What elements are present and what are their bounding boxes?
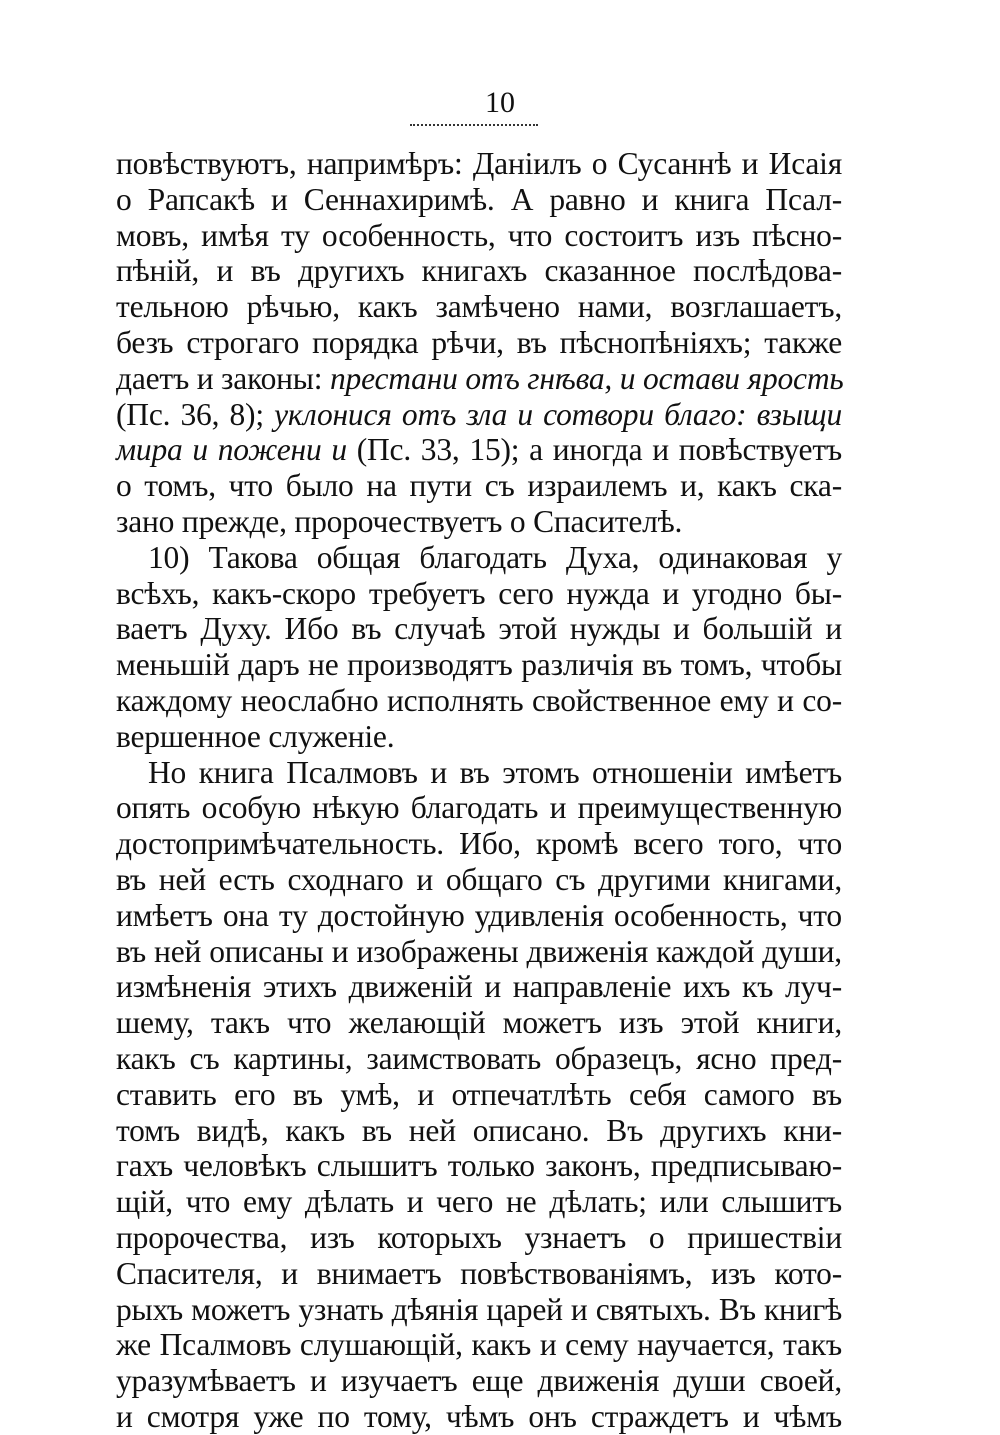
page-header	[0, 88, 1000, 118]
text-line	[116, 432, 842, 468]
text-line	[116, 1220, 842, 1256]
text-segment: шему, такъ что желающій можетъ изъ этой книги,	[116, 1005, 842, 1041]
text-segment: пѣній, и въ другихъ книгахъ сказанное послѣдова-	[116, 253, 842, 289]
text-line	[116, 611, 842, 647]
text-segment: Спасителя, и внимаетъ повѣствованіямъ, изъ кото-	[116, 1255, 842, 1291]
text-line	[116, 1292, 842, 1328]
text-segment: гахъ человѣкъ слышитъ только законъ, предписываю-	[116, 1148, 842, 1184]
text-line	[116, 755, 842, 791]
text-segment: рыхъ можетъ узнать дѣянія царей и святыхъ. Въ книгѣ	[116, 1291, 842, 1327]
page-number: 10	[485, 86, 515, 119]
text-segment: повѣствуютъ, напримѣръ: Даніилъ о Сусаннѣ и Исаія	[116, 146, 842, 181]
text-segment: мовъ, имѣя ту особенность, что состоитъ изъ пѣсно-	[116, 217, 842, 253]
text-segment: всѣхъ, какъ-скоро требуетъ сего нужда и угодно бы-	[116, 575, 842, 611]
text-segment: въ ней есть сходнаго и общаго съ другими книгами,	[116, 861, 842, 897]
text-line	[116, 969, 842, 1005]
text-segment: въ ней описаны и изображены движенія каждой души,	[116, 933, 842, 969]
text-segment: какъ съ картины, заимствовать образецъ, ясно пред-	[116, 1040, 842, 1076]
text-segment: даетъ и законы:	[116, 360, 330, 396]
text-segment: опять особую нѣкую благодать и преимущественную	[116, 790, 842, 826]
text-segment: и смотря уже по тому, чѣмъ онъ страждетъ и чѣмъ	[116, 1398, 842, 1434]
text-line	[116, 1113, 842, 1149]
text-line	[116, 862, 842, 898]
text-segment: измѣненія этихъ движеній и направленіе ихъ къ луч-	[116, 969, 842, 1005]
text-segment: о томъ, что было на пути съ израилемъ и, какъ ска-	[116, 468, 842, 504]
text-line	[116, 1077, 842, 1113]
text-segment: безъ строгаго порядка рѣчи, въ пѣснопѣніяхъ; также	[116, 324, 842, 360]
body-text	[116, 146, 842, 1435]
text-segment: имѣетъ она ту достойную удивленія особенность, что	[116, 897, 842, 933]
text-line	[116, 1327, 842, 1363]
text-segment: томъ видѣ, какъ въ ней описано. Въ другихъ кни-	[116, 1112, 842, 1148]
text-line	[116, 289, 842, 325]
text-segment: зано прежде, пророчествуетъ о Спасителѣ.	[116, 503, 683, 539]
text-segment: ваетъ Духу. Ибо въ случаѣ этой нужды и большій и	[116, 611, 842, 647]
text-line	[116, 647, 842, 683]
text-line	[116, 253, 842, 289]
text-line	[116, 361, 842, 397]
text-line	[116, 540, 842, 576]
text-segment: достопримѣчательность. Ибо, кромѣ всего того, что	[116, 826, 842, 862]
italic-quote: престани отъ гнѣва, и остави ярость	[329, 360, 844, 396]
text-line	[116, 898, 842, 934]
text-segment: меньшій даръ не производятъ различія въ томъ, чтобы	[116, 647, 842, 683]
text-line	[116, 504, 842, 540]
text-line	[116, 719, 842, 755]
text-line	[116, 1005, 842, 1041]
text-line	[116, 576, 842, 612]
text-segment: пророчества, изъ которыхъ узнаетъ о пришествіи	[116, 1219, 842, 1255]
text-segment: щій, что ему дѣлать и чего не дѣлать; или слышитъ	[116, 1184, 842, 1220]
text-line	[116, 397, 842, 433]
text-line	[116, 790, 842, 826]
text-segment: тельною рѣчью, какъ замѣчено нами, возглашаетъ,	[116, 289, 842, 325]
text-line	[116, 1363, 842, 1399]
italic-quote: уклонися отъ зла и сотвори благо: взыщи	[274, 396, 842, 432]
text-segment: (Пс. 36, 8);	[116, 396, 275, 432]
italic-quote: мира и пожени и	[116, 432, 347, 468]
text-line	[116, 325, 842, 361]
text-line	[116, 826, 842, 862]
text-segment: ставить его въ умѣ, и отпечатлѣть себя самого въ	[116, 1076, 842, 1112]
text-segment: уразумѣваетъ и изучаетъ еще движенія души своей,	[116, 1363, 842, 1399]
text-segment: вершенное служеніе.	[116, 718, 395, 754]
text-line	[116, 683, 842, 719]
header-rule	[410, 124, 538, 128]
text-line	[116, 146, 842, 182]
text-line	[116, 182, 842, 218]
text-segment: Но книга Псалмовъ и въ этомъ отношеніи имѣетъ	[148, 754, 842, 790]
text-line	[116, 468, 842, 504]
text-line	[116, 1184, 842, 1220]
text-line	[116, 1148, 842, 1184]
text-line	[116, 218, 842, 254]
text-segment: же Псалмовъ слушающій, какъ и сему научается, такъ	[116, 1327, 842, 1363]
text-line	[116, 1399, 842, 1435]
text-segment: (Пс. 33, 15); а иногда и повѣствуетъ	[346, 432, 842, 468]
text-line	[116, 1256, 842, 1292]
text-segment: 10) Такова общая благодать Духа, одинаковая у	[148, 539, 842, 575]
text-line	[116, 1041, 842, 1077]
text-line	[116, 934, 842, 970]
text-segment: о Рапсакѣ и Сеннахиримѣ. А равно и книга Псал-	[116, 181, 842, 217]
text-segment: каждому неослабно исполнять свойственное ему и со-	[116, 682, 842, 718]
